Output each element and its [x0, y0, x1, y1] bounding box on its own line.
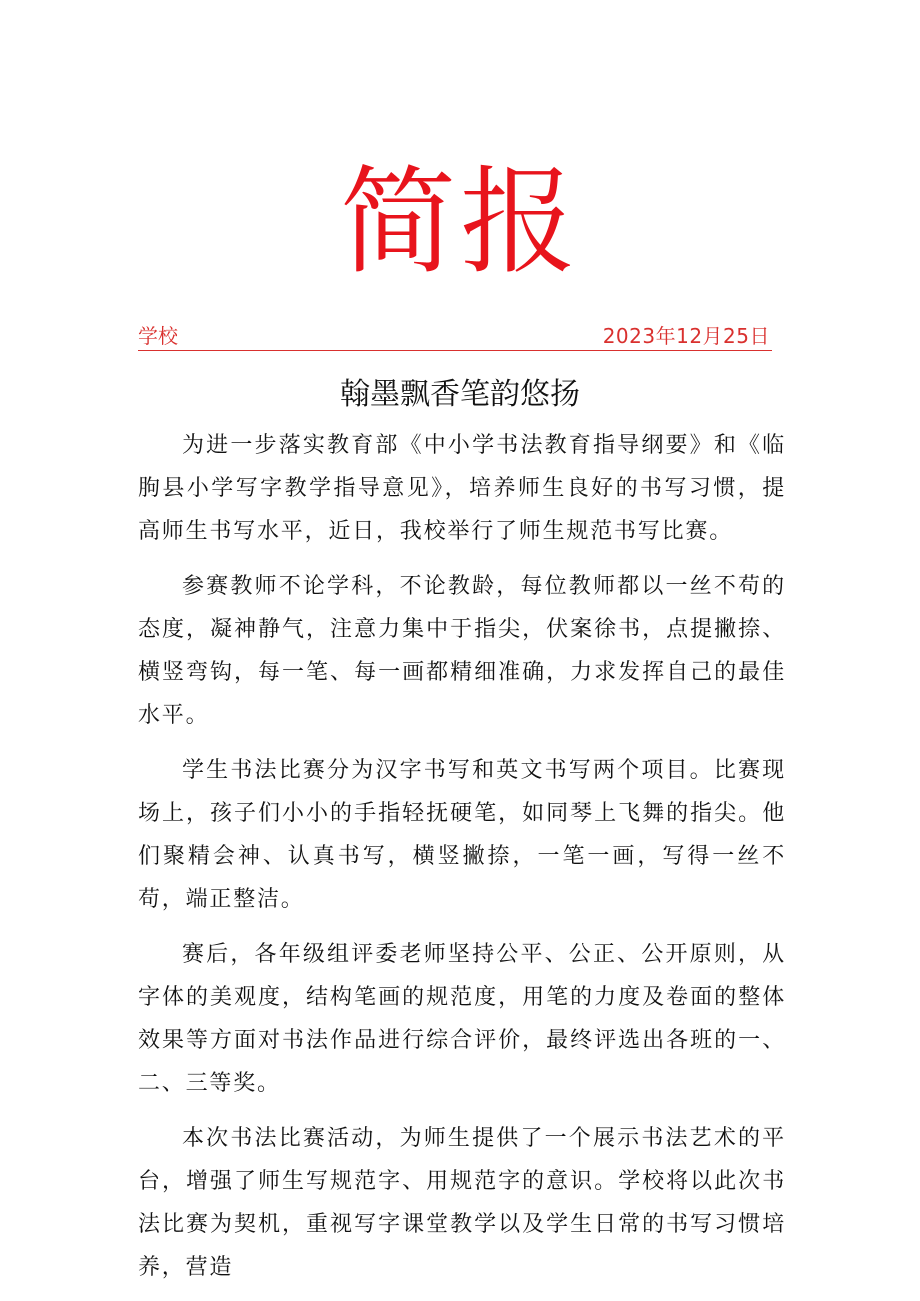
- paragraph: 本次书法比赛活动，为师生提供了一个展示书法艺术的平台，增强了师生写规范字、用规范字的意识。学校将以此次书法比赛为契机，重视写字课堂教学以及学生日常的书写习惯培养，营造: [138, 1126, 786, 1280]
- paragraph: 参赛教师不论学科，不论教龄，每位教师都以一丝不苟的态度，凝神静气，注意力集中于指尖，伏案徐书，点提撇捺、横竖弯钩，每一笔、每一画都精细准确，力求发挥自己的最佳水平。: [138, 574, 786, 728]
- info-bar: [138, 322, 772, 351]
- paragraph: 学生书法比赛分为汉字书写和英文书写两个项目。比赛现场上，孩子们小小的手指轻抚硬笔，如同琴上飞舞的指尖。他们聚精会神、认真书写，横竖撇捺，一笔一画，写得一丝不苟，端正整洁。: [138, 758, 786, 912]
- article-body: [138, 424, 786, 1301]
- paragraph: 赛后，各年级组评委老师坚持公平、公正、公开原则，从字体的美观度，结构笔画的规范度，用笔的力度及卷面的整体效果等方面对书法作品进行综合评价，最终评选出各班的一、二、三等奖。: [138, 942, 786, 1096]
- issue-date: 2023年12月25日: [602, 324, 770, 348]
- paragraph: 为进一步落实教育部《中小学书法教育指导纲要》和《临朐县小学写字教学指导意见》，培养师生良好的书写习惯，提高师生书写水平，近日，我校举行了师生规范书写比赛。: [138, 433, 786, 544]
- article-title: 翰墨飘香笔韵悠扬: [340, 377, 580, 412]
- masthead-title: 简报: [340, 155, 580, 290]
- school-label: 学校: [138, 324, 178, 348]
